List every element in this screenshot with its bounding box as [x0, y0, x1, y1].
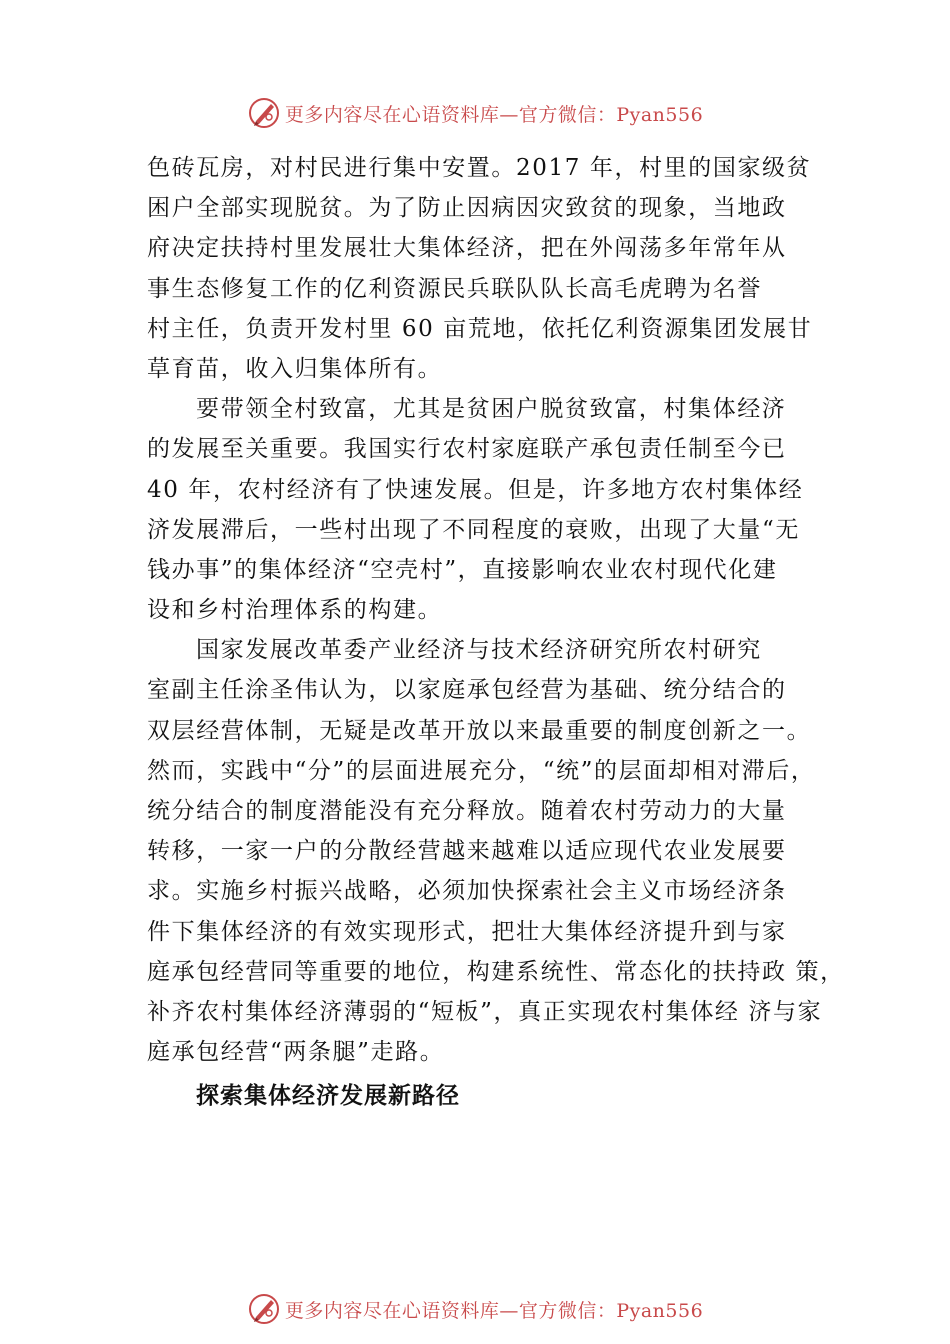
pen-logo-icon — [247, 96, 281, 130]
text-line: 事生态修复工作的亿利资源民兵联队队长高毛虎聘为名誉 — [147, 275, 762, 302]
text-line: 室副主任涂圣伟认为，以家庭承包经营为基础、统分结合的 — [147, 677, 787, 704]
paragraph-1 — [147, 148, 837, 389]
header-banner — [0, 93, 950, 133]
header-banner-text: 更多内容尽在心语资料库—官方微信：Pyan556 — [284, 103, 704, 126]
text-line: 双层经营体制，无疑是改革开放以来最重要的制度创新之一。 — [147, 717, 812, 744]
text-line: 庭承包经营同等重要的地位，构建系统性、常态化的扶持政 策， — [147, 958, 845, 985]
text-line: 设和乡村治理体系的构建。 — [147, 597, 443, 624]
paragraph-2 — [147, 389, 837, 630]
text-line: 件下集体经济的有效实现形式，把壮大集体经济提升到与家 — [147, 918, 787, 945]
pen-logo-icon — [247, 1292, 281, 1326]
text-line: 统分结合的制度潜能没有充分释放。随着农村劳动力的大量 — [147, 798, 787, 824]
text-line: 庭承包经营“两条腿”走路。 — [147, 1039, 445, 1066]
footer-banner — [0, 1289, 950, 1329]
paragraph-3 — [147, 630, 845, 1072]
text-line: 转移，一家一户的分散经营越来越难以适应现代农业发展要 — [147, 838, 787, 865]
text-line: 草育苗，收入归集体所有。 — [147, 355, 443, 382]
text-line: 济发展滞后，一些村出现了不同程度的衰败，出现了大量“无 — [147, 516, 800, 543]
section-heading: 探索集体经济发展新路径 — [196, 1083, 460, 1110]
text-line: 的发展至关重要。我国实行农村家庭联产承包责任制至今已 — [147, 436, 787, 463]
text-line: 40 年，农村经济有了快速发展。但是，许多地方农村集体经 — [147, 476, 804, 503]
text-line: 村主任，负责开发村里 60 亩荒地，依托亿利资源集团发展甘 — [147, 315, 813, 342]
text-line: 钱办事”的集体经济“空壳村”，直接影响农业农村现代化建 — [147, 556, 778, 583]
footer-banner-text: 更多内容尽在心语资料库—官方微信：Pyan556 — [284, 1299, 704, 1322]
article-body — [147, 148, 845, 1116]
text-line: 要带领全村致富，尤其是贫困户脱贫致富，村集体经济 — [196, 396, 787, 423]
text-line: 然而，实践中“分”的层面进展充分，“统”的层面却相对滞后， — [147, 757, 816, 784]
text-line: 补齐农村集体经济薄弱的“短板”，真正实现农村集体经 济与家 — [147, 998, 823, 1025]
text-line: 色砖瓦房，对村民进行集中安置。2017 年，村里的国家级贫 — [147, 155, 812, 181]
text-line: 求。实施乡村振兴战略，必须加快探索社会主义市场经济条 — [147, 878, 787, 905]
text-line: 国家发展改革委产业经济与技术经济研究所农村研究 — [196, 637, 762, 664]
text-line: 府决定扶持村里发展壮大集体经济，把在外闯荡多年常年从 — [147, 235, 787, 262]
text-line: 困户全部实现脱贫。为了防止因病因灾致贫的现象，当地政 — [147, 195, 787, 222]
